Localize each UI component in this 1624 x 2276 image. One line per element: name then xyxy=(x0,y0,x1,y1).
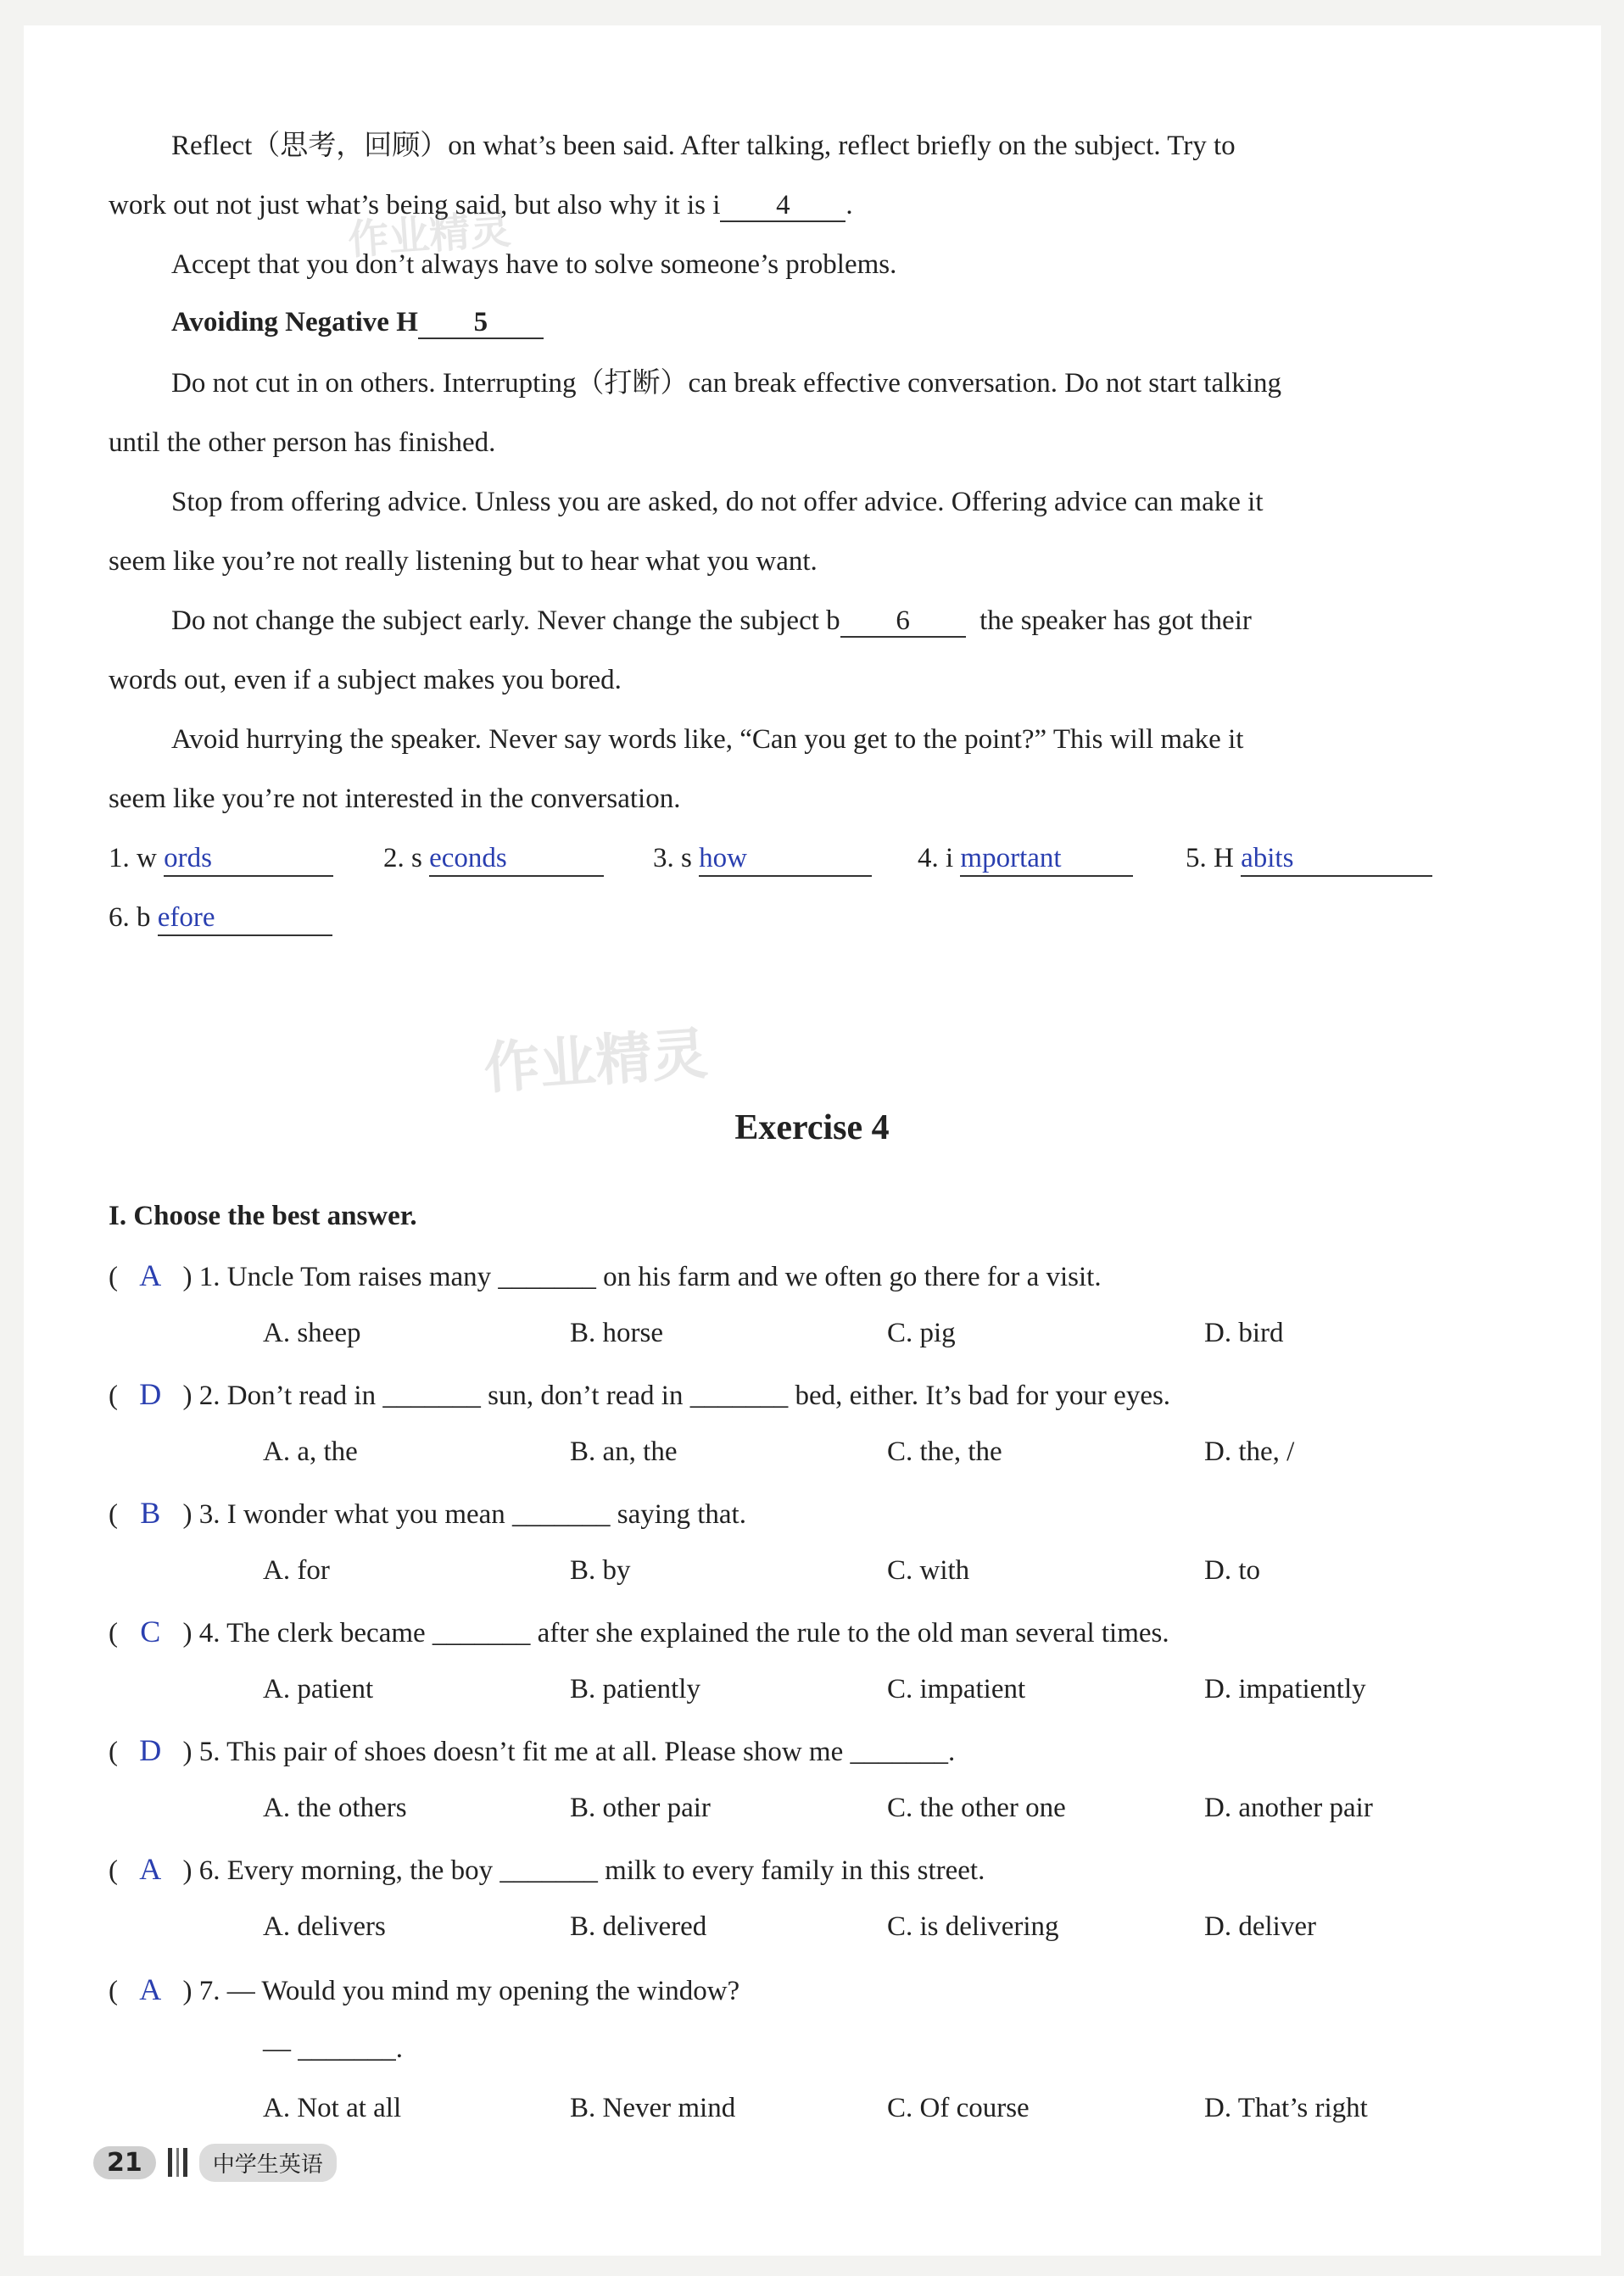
passage-line: until the other person has finished. xyxy=(109,427,496,458)
answer-letter: C xyxy=(140,1615,161,1648)
passage-text: the speaker has got their xyxy=(979,605,1252,636)
answer-letter: D xyxy=(139,1377,162,1411)
option-b: B. delivered xyxy=(570,1911,707,1942)
option-a: A. the others xyxy=(263,1793,407,1823)
question-5: ( D ) 5. This pair of shoes doesn’t fit me at all. Please show me _______. xyxy=(109,1733,956,1767)
question-1: ( A ) 1. Uncle Tom raises many _______ on his farm and we often go there for a visit. xyxy=(109,1258,1102,1292)
watermark: 作业精灵 xyxy=(482,1020,710,1102)
answer-letter: D xyxy=(139,1733,162,1767)
answer-letter: A xyxy=(139,1972,162,2006)
option-d: D. to xyxy=(1204,1555,1260,1586)
option-c: C. pig xyxy=(887,1318,956,1348)
passage-line: words out, even if a subject makes you bored. xyxy=(109,665,622,695)
answer-letter: A xyxy=(139,1852,162,1886)
section-title: I. Choose the best answer. xyxy=(109,1201,417,1231)
blank-4: 4 xyxy=(720,190,845,222)
question-2: ( D ) 2. Don’t read in _______ sun, don’t read in _______ bed, either. It’s bad for your eyes. xyxy=(109,1377,1171,1411)
exercise-title: Exercise 4 xyxy=(734,1108,890,1147)
option-c: C. the other one xyxy=(887,1793,1066,1823)
question-3: ( B ) 3. I wonder what you mean _______ saying that. xyxy=(109,1496,746,1530)
passage-line: Accept that you don’t always have to solve someone’s problems. xyxy=(171,249,897,280)
divider-bars xyxy=(168,2148,187,2177)
watermark: 作业精灵 xyxy=(346,205,513,265)
section-heading xyxy=(171,305,544,339)
option-a: A. delivers xyxy=(263,1911,386,1942)
question-6: ( A ) 6. Every morning, the boy _______ milk to every family in this street. xyxy=(109,1852,985,1886)
question-4: ( C ) 4. The clerk became _______ after she explained the rule to the old man several times. xyxy=(109,1615,1169,1648)
option-a: A. patient xyxy=(263,1674,374,1704)
option-c: C. impatient xyxy=(887,1674,1026,1704)
option-c: C. is delivering xyxy=(887,1911,1059,1942)
blank-6: 6 xyxy=(840,605,966,638)
passage-line: seem like you’re not really listening but to hear what you want. xyxy=(109,546,818,577)
fill-answer-4: 4. i mportant xyxy=(918,841,1133,877)
passage-line: Reflect（思考，回顾）on what’s been said. After talking, reflect briefly on the subject. Try to xyxy=(171,131,1236,161)
option-b: B. Never mind xyxy=(570,2093,736,2123)
dialogue-reply: — _______. xyxy=(263,2033,403,2064)
fill-answer-5: 5. H abits xyxy=(1186,841,1432,877)
fill-answer-3: 3. s how xyxy=(653,841,872,877)
passage-text: work out not just what’s being said, but also why it is i xyxy=(109,190,721,220)
option-d: D. deliver xyxy=(1204,1911,1316,1942)
magazine-name: 中学生英语 xyxy=(199,2144,337,2182)
option-d: D. bird xyxy=(1204,1318,1284,1348)
option-d: D. the, / xyxy=(1204,1436,1295,1467)
fill-answer-6: 6. b efore xyxy=(109,901,332,936)
option-b: B. an, the xyxy=(570,1436,678,1467)
option-d: D. another pair xyxy=(1204,1793,1373,1823)
blank-5: 5 xyxy=(418,307,544,339)
option-c: C. with xyxy=(887,1555,970,1586)
option-a: A. a, the xyxy=(263,1436,358,1467)
page-footer xyxy=(93,2144,337,2181)
option-b: B. by xyxy=(570,1555,631,1586)
passage-line: Stop from offering advice. Unless you are asked, do not offer advice. Offering advice can make it xyxy=(171,487,1264,517)
option-c: C. Of course xyxy=(887,2093,1030,2123)
option-a: A. sheep xyxy=(263,1318,361,1348)
passage-line: Do not cut in on others. Interrupting（打断）can break effective conversation. Do not start talking xyxy=(171,368,1281,399)
option-b: B. patiently xyxy=(570,1674,700,1704)
page-number: 21 xyxy=(93,2146,156,2179)
option-d: D. That’s right xyxy=(1204,2093,1368,2123)
question-7: ( A ) 7. — Would you mind my opening the window? xyxy=(109,1972,740,2006)
option-d: D. impatiently xyxy=(1204,1674,1366,1704)
passage-line: Avoid hurrying the speaker. Never say words like, “Can you get to the point?” This will make it xyxy=(171,724,1244,755)
passage-line: seem like you’re not interested in the conversation. xyxy=(109,784,681,814)
option-b: B. other pair xyxy=(570,1793,711,1823)
option-a: A. Not at all xyxy=(263,2093,402,2123)
answer-letter: B xyxy=(140,1496,161,1530)
option-b: B. horse xyxy=(570,1318,663,1348)
passage-text: Do not change the subject early. Never change the subject b xyxy=(171,605,840,636)
fill-answer-1: 1. w ords xyxy=(109,841,333,877)
option-a: A. for xyxy=(263,1555,330,1586)
passage-line: work out not just what’s being said, but also why it is i 4 . xyxy=(109,190,853,220)
option-c: C. the, the xyxy=(887,1436,1002,1467)
passage-line xyxy=(171,604,1252,638)
heading-text: Avoiding Negative H xyxy=(171,307,418,337)
fill-answer-2: 2. s econds xyxy=(383,841,604,877)
answer-letter: A xyxy=(139,1258,162,1292)
